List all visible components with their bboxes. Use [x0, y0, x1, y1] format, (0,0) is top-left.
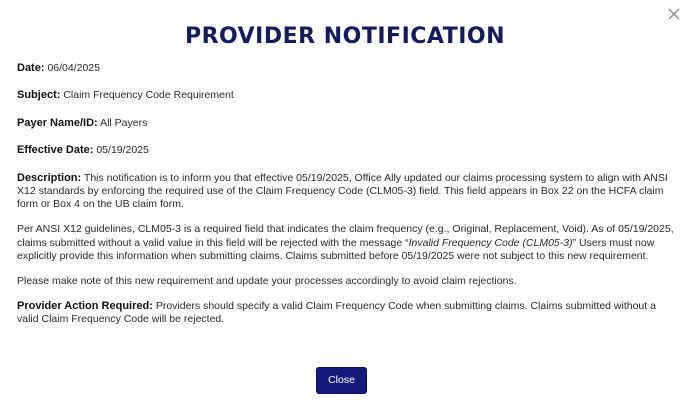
effective-date-label: Effective Date:	[17, 144, 94, 157]
subject-value: Claim Frequency Code Requirement	[63, 89, 234, 102]
subject-field	[17, 89, 677, 102]
ansi-text-after: ” Users must now explicitly provide this information when submitting claims. Claims submitted before 05/19/2025 were not subject to this new requirement.	[17, 236, 655, 263]
action-required-text: Providers should specify a valid Claim Frequency Code when submitting claims. Claims submitted without a valid Claim Frequency Code will be rejected.	[17, 299, 656, 326]
description-label: Description:	[17, 171, 82, 184]
date-label: Date:	[17, 62, 45, 74]
action-required-label: Provider Action Required:	[17, 299, 153, 312]
note-paragraph	[17, 275, 677, 288]
ansi-text-before: Per ANSI X12 guidelines, CLM05-3 is a required field that indicates the claim frequency (e.g., Original, Replacement, Void). As of 05/19/2025, claims submitted without a valid value in this field will be rejected with the message “	[17, 223, 674, 249]
rejection-message: Invalid Frequency Code (CLM05-3)	[408, 236, 573, 249]
effective-date-field	[17, 144, 677, 157]
payer-field	[17, 117, 677, 130]
date-field	[17, 62, 677, 75]
action-required-paragraph	[17, 300, 677, 327]
note-text: Please make note of this new requirement and update your processes accordingly to avoid claim rejections.	[17, 275, 517, 288]
notification-body	[17, 62, 677, 338]
dialog-title: PROVIDER NOTIFICATION	[184, 24, 506, 49]
description-paragraph	[17, 172, 677, 212]
effective-date-value: 05/19/2025	[96, 144, 149, 157]
close-button[interactable]: Close	[316, 367, 367, 394]
payer-value: All Payers	[100, 116, 148, 129]
close-icon[interactable]	[666, 6, 682, 22]
description-text: This notification is to inform you that effective 05/19/2025, Office Ally updated our claims processing system to align with ANSI X12 standards by enforcing the required use of the Claim Frequency Code (CLM05-3) field. This field appears in Box 22 on the HCFA claim form or Box 4 on the UB claim form.	[17, 171, 668, 211]
date-value: 06/04/2025	[47, 62, 100, 74]
subject-label: Subject:	[17, 89, 61, 102]
payer-label: Payer Name/ID:	[17, 116, 98, 129]
ansi-guidelines-paragraph	[17, 223, 677, 263]
